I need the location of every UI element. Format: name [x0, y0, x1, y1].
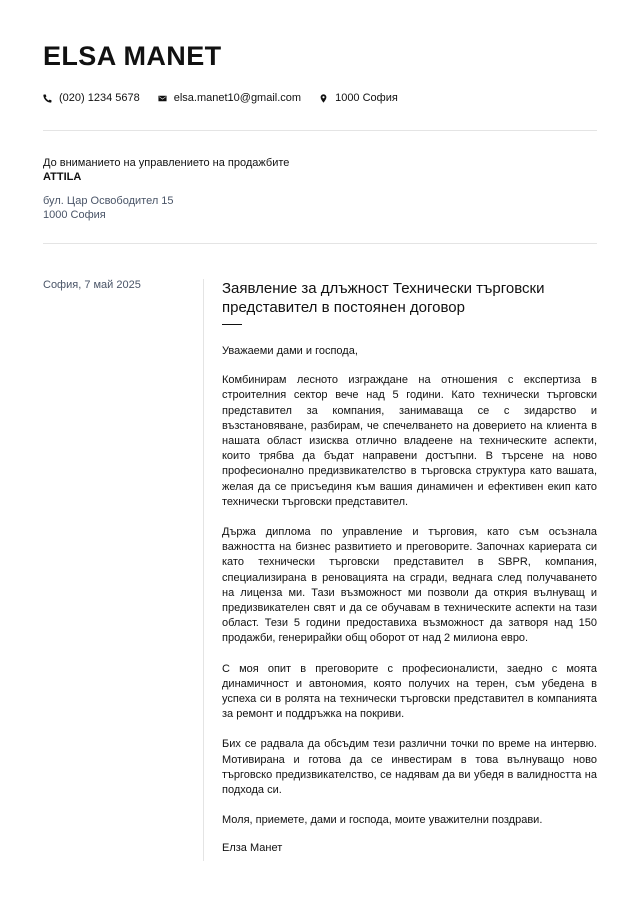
recipient-block [43, 156, 289, 222]
location-pin-icon [319, 94, 328, 103]
contact-phone [43, 92, 140, 104]
recipient-company: ATTILA [43, 171, 82, 183]
letter-body [222, 279, 597, 854]
phone-icon [43, 94, 52, 103]
letter-greeting: Уважаеми дами и господа, [222, 345, 358, 357]
column-divider [203, 279, 204, 861]
contact-email [158, 92, 301, 104]
recipient-address [43, 194, 289, 222]
applicant-name: ELSA MANET [43, 41, 222, 71]
location-text: 1000 София [335, 92, 398, 104]
letter-paragraph: Държа диплома по управление и търговия, като съм осъзнала важността на бизнес развитието и преговорите. Започнах кариерата си като технически търговски представител в SBPR, компания, специализирана в реновацията на сгради, веднага след получаването на лиценза ми. Тази възможност ми позволи да открия вълнуващ и предизвикателен свят и да се обучавам в техническите аспекти на тази област. Тези 5 години предоставиха възможност да затворя над 150 продажби, генерирайки общ оборот от над 2 милиона евро. [222, 526, 597, 645]
contact-location [319, 92, 398, 104]
letter-signature: Елза Манет [222, 842, 283, 855]
email-address: elsa.manet10@gmail.com [173, 92, 302, 104]
envelope-icon [158, 94, 167, 103]
recipient-address-line1: бул. Цар Освободител 15 [43, 195, 174, 207]
recipient-department: До вниманието на управлението на продажбите [43, 157, 290, 169]
letter-paragraph: Комбинирам лесното изграждане на отношения с експертиза в строителния сектор вече над 5 години. Като технически търговски представител за компания, занимаваща се с зидарство и възстановяване, разбирам, че спечелването на доверието на клиента в нашата област изисква отлично владеене на техническите аспекти, които трябва да бъдат направени достъпни. В търсене на ново професионално предизвикателство в търговска структура като вашата, желая да се присъединя към вашия динамичен и ефективен екип като технически търговски представител. [222, 374, 597, 508]
letter-paragraph: Бих се радвала да обсъдим тези различни точки по време на интервю. Мотивирана и готова да се инвестирам в това вълнуващо ново търговско предизвикателство, се надявам да ви убедя в валидността на подхода си. [222, 738, 597, 797]
letter-closing: Моля, приемете, дами и господа, моите уважителни поздрави. [222, 814, 543, 827]
recipient-address-line2: 1000 София [43, 209, 106, 221]
header-divider [43, 130, 597, 131]
letter-date: София, 7 май 2025 [43, 279, 141, 291]
contact-bar [43, 91, 416, 105]
letter-subject: Заявление за длъжност Технически търговски представител в постоянен договор [222, 280, 545, 316]
phone-number: (020) 1234 5678 [59, 92, 140, 104]
recipient-divider [43, 243, 597, 244]
letter-paragraph: С моя опит в преговорите с професионалисти, заедно с моята динамичност и автономия, която получих на терен, съм убедена в успеха си в ролята на технически търговски представител в компанията за ремонт и поддръжка на покриви. [222, 662, 597, 721]
subject-underline [222, 324, 242, 325]
